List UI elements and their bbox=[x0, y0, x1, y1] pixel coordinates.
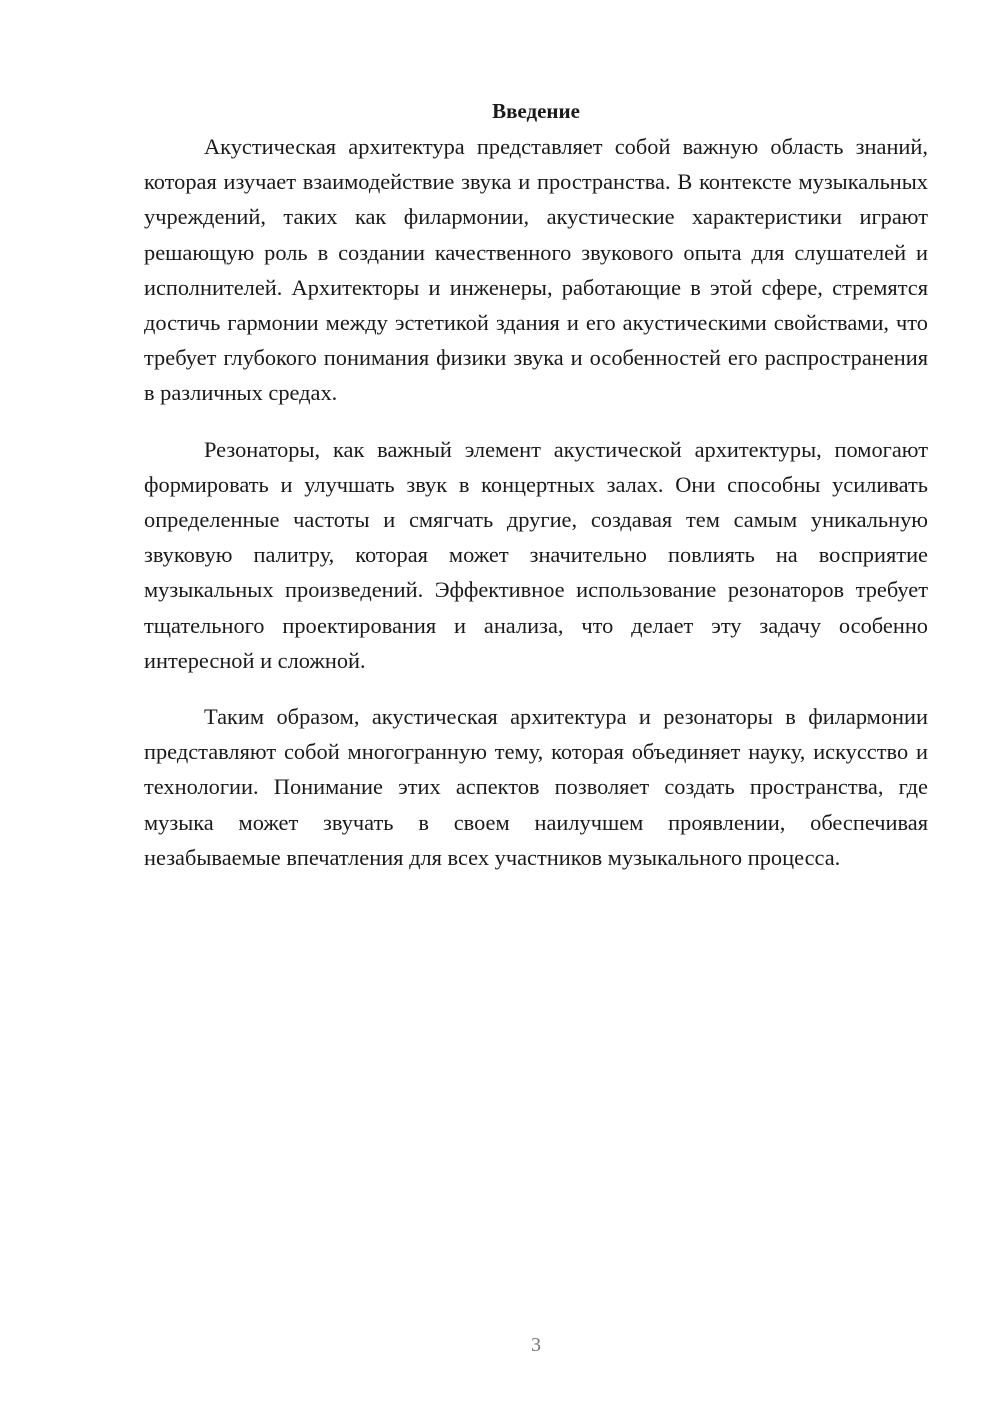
document-page bbox=[144, 94, 928, 875]
page-number: 3 bbox=[531, 1334, 541, 1356]
paragraph-3: Таким образом, акустическая архитектура и резонаторы в филармонии представляют собой многогранную тему, которая объединяет науку, искусство и технологии. Понимание этих аспектов позволяет создать пространства, где музыка может звучать в своем наилучшем проявлении, обеспечивая незабываемые впечатления для всех участников музыкального процесса. bbox=[144, 704, 928, 870]
section-heading: Введение bbox=[492, 99, 580, 123]
paragraph-1: Акустическая архитектура представляет собой важную область знаний, которая изучает взаимодействие звука и пространства. В контексте музыкальных учреждений, таких как филармонии, акустические характеристики играют решающую роль в создании качественного звукового опыта для слушателей и исполнителей. Архитекторы и инженеры, работающие в этой сфере, стремятся достичь гармонии между эстетикой здания и его акустическими свойствами, что требует глубокого понимания физики звука и особенностей его распространения в различных средах. bbox=[144, 134, 928, 406]
paragraph-2: Резонаторы, как важный элемент акустической архитектуры, помогают формировать и улучшать звук в концертных залах. Они способны усиливать определенные частоты и смягчать другие, создавая тем самым уникальную звуковую палитру, которая может значительно повлиять на восприятие музыкальных произведений. Эффективное использование резонаторов требует тщательного проектирования и анализа, что делает эту задачу особенно интересной и сложной. bbox=[144, 436, 928, 673]
